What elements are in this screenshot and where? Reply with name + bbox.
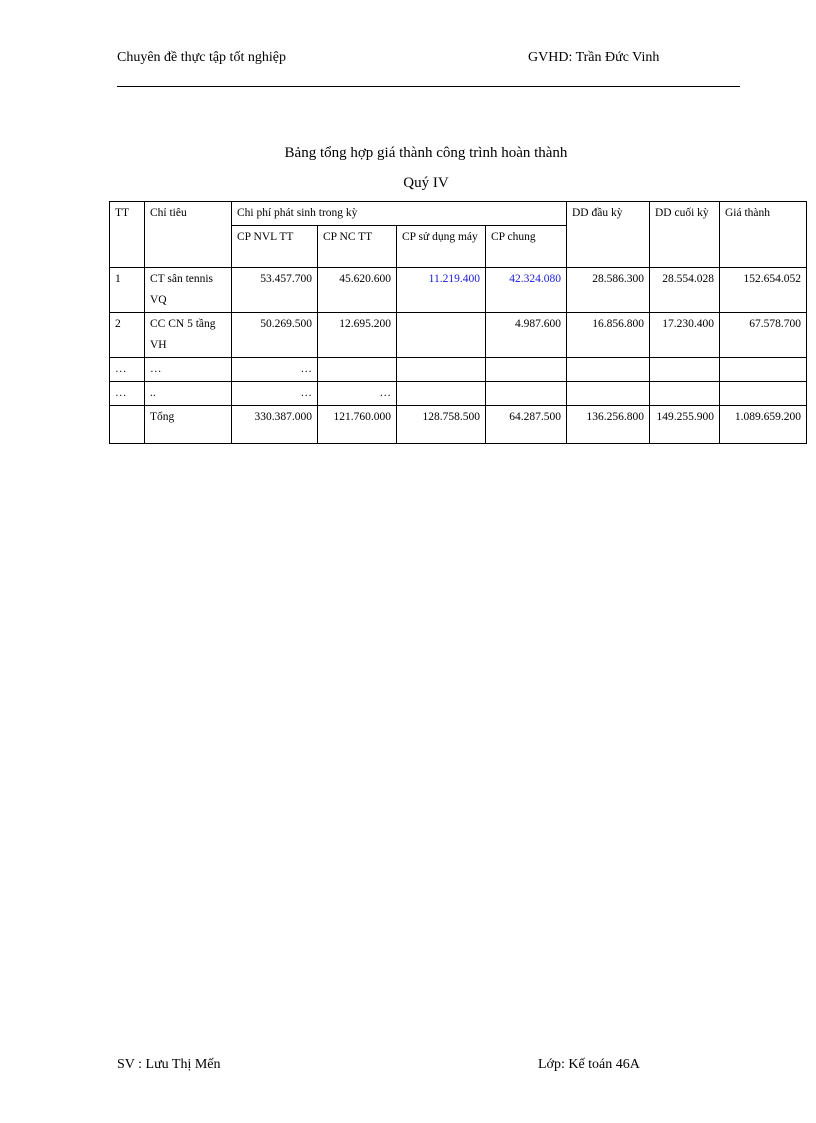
cell-name: … bbox=[145, 358, 232, 382]
cell-dd-dau bbox=[567, 358, 650, 382]
cell-chung bbox=[486, 382, 567, 406]
header-row-1 bbox=[110, 202, 807, 226]
cell-gia bbox=[720, 358, 807, 382]
cell-nvl: 330.387.000 bbox=[232, 406, 318, 444]
cell-tt: … bbox=[110, 382, 145, 406]
table-subtitle: Quý IV bbox=[403, 175, 449, 191]
header-cp-nc: CP NC TT bbox=[318, 226, 397, 268]
cell-dd-dau: 16.856.800 bbox=[567, 313, 650, 358]
header-tt: TT bbox=[110, 202, 145, 268]
cell-chung bbox=[486, 358, 567, 382]
table-row-total bbox=[110, 406, 807, 444]
cell-chung: 64.287.500 bbox=[486, 406, 567, 444]
cell-nvl: … bbox=[232, 382, 318, 406]
cell-nvl: 53.457.700 bbox=[232, 268, 318, 313]
cell-dd-dau bbox=[567, 382, 650, 406]
cell-chung: 4.987.600 bbox=[486, 313, 567, 358]
cell-tt: … bbox=[110, 358, 145, 382]
cell-tt bbox=[110, 406, 145, 444]
cell-may bbox=[397, 313, 486, 358]
cell-dd-dau: 136.256.800 bbox=[567, 406, 650, 444]
cell-dd-cuoi: 28.554.028 bbox=[650, 268, 720, 313]
cell-gia: 67.578.700 bbox=[720, 313, 807, 358]
header-gia-thanh: Giá thành bbox=[720, 202, 807, 268]
cell-chung: 42.324.080 bbox=[486, 268, 567, 313]
cell-may bbox=[397, 382, 486, 406]
header-chi-tieu: Chỉ tiêu bbox=[145, 202, 232, 268]
cell-nc: 45.620.600 bbox=[318, 268, 397, 313]
cell-dd-cuoi bbox=[650, 382, 720, 406]
header-group-costs: Chi phí phát sinh trong kỳ bbox=[232, 202, 567, 226]
cell-may: 11.219.400 bbox=[397, 268, 486, 313]
header-right: GVHD: Trần Đức Vinh bbox=[528, 50, 660, 65]
cell-nvl: 50.269.500 bbox=[232, 313, 318, 358]
cell-may: 128.758.500 bbox=[397, 406, 486, 444]
header-divider bbox=[117, 86, 740, 87]
cell-dd-cuoi: 17.230.400 bbox=[650, 313, 720, 358]
header-dd-dau: DD đầu kỳ bbox=[567, 202, 650, 268]
cell-nc: 12.695.200 bbox=[318, 313, 397, 358]
cell-may bbox=[397, 358, 486, 382]
cell-dd-cuoi bbox=[650, 358, 720, 382]
header-cp-chung: CP chung bbox=[486, 226, 567, 268]
cell-nvl: … bbox=[232, 358, 318, 382]
cell-dd-cuoi: 149.255.900 bbox=[650, 406, 720, 444]
cell-nc: … bbox=[318, 382, 397, 406]
cell-gia: 152.654.052 bbox=[720, 268, 807, 313]
cell-tt: 2 bbox=[110, 313, 145, 358]
cost-summary-table bbox=[109, 201, 807, 444]
cell-name: CC CN 5 tầng VH bbox=[145, 313, 232, 358]
footer-left: SV : Lưu Thị Mến bbox=[117, 1057, 221, 1072]
cell-nc bbox=[318, 358, 397, 382]
table-row bbox=[110, 313, 807, 358]
cell-dd-dau: 28.586.300 bbox=[567, 268, 650, 313]
table-row bbox=[110, 358, 807, 382]
cell-gia: 1.089.659.200 bbox=[720, 406, 807, 444]
cell-name: CT sân tennis VQ bbox=[145, 268, 232, 313]
cell-nc: 121.760.000 bbox=[318, 406, 397, 444]
table-title: Bảng tổng hợp giá thành công trình hoàn thành bbox=[284, 145, 568, 161]
header-left: Chuyên đề thực tập tốt nghiệp bbox=[117, 50, 286, 65]
cell-gia bbox=[720, 382, 807, 406]
footer-right: Lớp: Kế toán 46A bbox=[538, 1057, 640, 1072]
header-cp-may: CP sử dụng máy bbox=[397, 226, 486, 268]
cell-name: .. bbox=[145, 382, 232, 406]
header-dd-cuoi: DD cuối kỳ bbox=[650, 202, 720, 268]
table-row bbox=[110, 268, 807, 313]
cell-tt: 1 bbox=[110, 268, 145, 313]
cell-name: Tổng bbox=[145, 406, 232, 444]
header-cp-nvl: CP NVL TT bbox=[232, 226, 318, 268]
table-row bbox=[110, 382, 807, 406]
